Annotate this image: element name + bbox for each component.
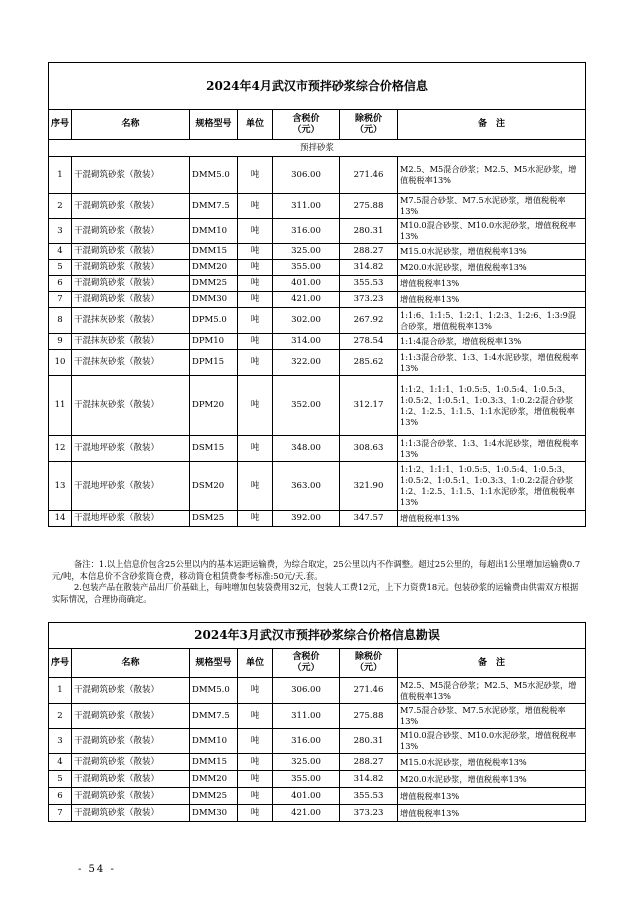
cell-unit: 吨 (238, 194, 273, 219)
table-row (49, 219, 586, 244)
cell-price-tax: 306.00 (273, 157, 340, 194)
table-row (49, 194, 586, 219)
table-row (49, 292, 586, 308)
cell-name: 干混抹灰砂浆（散装） (72, 334, 190, 350)
cell-remark: M15.0水泥砂浆，增值税税率13% (398, 754, 586, 771)
cell-price-tax: 352.00 (273, 376, 340, 436)
cell-price-notax: 314.82 (340, 260, 398, 276)
cell-price-tax: 421.00 (273, 805, 340, 822)
cell-price-notax: 373.23 (340, 805, 398, 822)
cell-remark: 1:1:3混合砂浆、1:3、1:4水泥砂浆，增值税税率13% (398, 436, 586, 462)
cell-spec: DMM30 (190, 805, 238, 822)
cell-name: 干混砌筑砂浆（散装） (72, 260, 190, 276)
cell-price-notax: 321.90 (340, 462, 398, 511)
cell-price-tax: 421.00 (273, 292, 340, 308)
cell-price-notax: 275.88 (340, 704, 398, 729)
cell-unit: 吨 (238, 260, 273, 276)
cell-name: 干混地坪砂浆（散装） (72, 436, 190, 462)
notes (52, 559, 584, 605)
cell-spec: DMM10 (190, 729, 238, 754)
header-price-tax: 含税价 （元） (273, 649, 340, 678)
cell-spec: DMM25 (190, 276, 238, 292)
cell-name: 干混地坪砂浆（散装） (72, 462, 190, 511)
cell-name: 干混砌筑砂浆（散装） (72, 276, 190, 292)
header-unit: 单位 (238, 649, 273, 678)
cell-spec: DPM10 (190, 334, 238, 350)
cell-name: 干混砌筑砂浆（散装） (72, 754, 190, 771)
header-name: 名称 (72, 649, 190, 678)
cell-seq: 1 (49, 678, 72, 704)
page-number: - 54 - (78, 864, 116, 875)
cell-name: 干混砌筑砂浆（散装） (72, 704, 190, 729)
cell-remark: 1:1:4混合砂浆，增值税税率13% (398, 334, 586, 350)
cell-price-notax: 280.31 (340, 729, 398, 754)
table-row (49, 334, 586, 350)
cell-name: 干混砌筑砂浆（散装） (72, 729, 190, 754)
cell-spec: DPM15 (190, 350, 238, 376)
cell-seq: 11 (49, 376, 72, 436)
cell-price-tax: 316.00 (273, 729, 340, 754)
section-label: 预拌砂浆 (49, 140, 586, 157)
cell-spec: DMM30 (190, 292, 238, 308)
cell-spec: DPM5.0 (190, 308, 238, 334)
cell-spec: DMM20 (190, 771, 238, 788)
cell-seq: 5 (49, 260, 72, 276)
table-row (49, 805, 586, 822)
cell-remark: 增值税税率13% (398, 511, 586, 527)
cell-remark: M2.5、M5混合砂浆；M2.5、M5水泥砂浆，增值税税率13% (398, 157, 586, 194)
cell-seq: 7 (49, 805, 72, 822)
cell-name: 干混砌筑砂浆（散装） (72, 194, 190, 219)
cell-seq: 7 (49, 292, 72, 308)
cell-spec: DMM15 (190, 244, 238, 260)
cell-spec: DMM7.5 (190, 704, 238, 729)
cell-seq: 14 (49, 511, 72, 527)
cell-seq: 12 (49, 436, 72, 462)
cell-name: 干混砌筑砂浆（散装） (72, 771, 190, 788)
header-seq: 序号 (49, 649, 72, 678)
cell-unit: 吨 (238, 511, 273, 527)
cell-unit: 吨 (238, 462, 273, 511)
cell-price-notax: 314.82 (340, 771, 398, 788)
cell-unit: 吨 (238, 157, 273, 194)
cell-unit: 吨 (238, 219, 273, 244)
cell-unit: 吨 (238, 276, 273, 292)
cell-spec: DMM20 (190, 260, 238, 276)
cell-remark: M20.0水泥砂浆，增值税税率13% (398, 260, 586, 276)
table-title: 2024年3月武汉市预拌砂浆综合价格信息勘误 (49, 623, 586, 649)
cell-price-tax: 306.00 (273, 678, 340, 704)
cell-seq: 3 (49, 729, 72, 754)
table-row (49, 678, 586, 704)
cell-name: 干混砌筑砂浆（散装） (72, 292, 190, 308)
cell-unit: 吨 (238, 436, 273, 462)
header-seq: 序号 (49, 110, 72, 140)
cell-remark: 增值税税率13% (398, 276, 586, 292)
header-price-tax: 含税价 （元） (273, 110, 340, 140)
cell-price-notax: 280.31 (340, 219, 398, 244)
cell-price-notax: 278.54 (340, 334, 398, 350)
cell-unit: 吨 (238, 771, 273, 788)
cell-name: 干混砌筑砂浆（散装） (72, 157, 190, 194)
table-row (49, 511, 586, 527)
cell-price-notax: 285.62 (340, 350, 398, 376)
table-row (49, 462, 586, 511)
header-price-notax: 除税价 （元） (340, 110, 398, 140)
header-unit: 单位 (238, 110, 273, 140)
cell-spec: DSM15 (190, 436, 238, 462)
cell-price-notax: 288.27 (340, 244, 398, 260)
price-table-march-errata (48, 622, 586, 822)
cell-unit: 吨 (238, 729, 273, 754)
cell-name: 干混抹灰砂浆（散装） (72, 308, 190, 334)
cell-price-tax: 322.00 (273, 350, 340, 376)
table-row (49, 276, 586, 292)
cell-price-tax: 392.00 (273, 511, 340, 527)
cell-remark: M20.0水泥砂浆，增值税税率13% (398, 771, 586, 788)
cell-spec: DMM10 (190, 219, 238, 244)
cell-seq: 1 (49, 157, 72, 194)
header-spec: 规格型号 (190, 649, 238, 678)
cell-remark: M7.5混合砂浆、M7.5水泥砂浆，增值税税率13% (398, 704, 586, 729)
cell-spec: DMM5.0 (190, 678, 238, 704)
cell-remark: 增值税税率13% (398, 805, 586, 822)
table-title: 2024年4月武汉市预拌砂浆综合价格信息 (49, 63, 586, 110)
cell-seq: 13 (49, 462, 72, 511)
table-row (49, 771, 586, 788)
cell-seq: 6 (49, 276, 72, 292)
cell-remark: M10.0混合砂浆、M10.0水泥砂浆，增值税税率13% (398, 729, 586, 754)
cell-remark: 1:1:3混合砂浆、1:3、1:4水泥砂浆，增值税税率13% (398, 350, 586, 376)
cell-spec: DMM15 (190, 754, 238, 771)
cell-price-notax: 267.92 (340, 308, 398, 334)
cell-price-tax: 311.00 (273, 704, 340, 729)
cell-remark: M10.0混合砂浆、M10.0水泥砂浆，增值税税率13% (398, 219, 586, 244)
cell-unit: 吨 (238, 754, 273, 771)
cell-price-tax: 355.00 (273, 771, 340, 788)
table-row (49, 244, 586, 260)
cell-seq: 4 (49, 244, 72, 260)
cell-seq: 4 (49, 754, 72, 771)
cell-remark: 1:1:2、1:1:1、1:0.5:5、1:0.5:4、1:0.5:3、1:0.5:2、1:0.5:1、1:0.3:3、1:0.2:2混合砂浆1:2、1:2.5、1:1.5、1:1水泥砂浆，增值税税率13% (398, 376, 586, 436)
cell-price-tax: 314.00 (273, 334, 340, 350)
cell-remark: M7.5混合砂浆、M7.5水泥砂浆，增值税税率13% (398, 194, 586, 219)
cell-name: 干混地坪砂浆（散装） (72, 511, 190, 527)
cell-seq: 9 (49, 334, 72, 350)
cell-price-tax: 401.00 (273, 788, 340, 805)
cell-price-notax: 355.53 (340, 788, 398, 805)
cell-spec: DMM7.5 (190, 194, 238, 219)
cell-seq: 6 (49, 788, 72, 805)
table-row (49, 436, 586, 462)
header-name: 名称 (72, 110, 190, 140)
table-row (49, 376, 586, 436)
cell-unit: 吨 (238, 678, 273, 704)
cell-price-tax: 311.00 (273, 194, 340, 219)
cell-price-tax: 302.00 (273, 308, 340, 334)
cell-name: 干混砌筑砂浆（散装） (72, 244, 190, 260)
table-row (49, 704, 586, 729)
cell-seq: 5 (49, 771, 72, 788)
cell-name: 干混砌筑砂浆（散装） (72, 805, 190, 822)
header-spec: 规格型号 (190, 110, 238, 140)
table-row (49, 308, 586, 334)
cell-price-tax: 325.00 (273, 244, 340, 260)
table-row (49, 350, 586, 376)
table-row (49, 788, 586, 805)
cell-spec: DMM5.0 (190, 157, 238, 194)
cell-spec: DSM25 (190, 511, 238, 527)
cell-price-tax: 401.00 (273, 276, 340, 292)
table-row (49, 260, 586, 276)
cell-spec: DPM20 (190, 376, 238, 436)
cell-price-notax: 271.46 (340, 157, 398, 194)
table-row (49, 754, 586, 771)
cell-price-notax: 308.63 (340, 436, 398, 462)
cell-unit: 吨 (238, 334, 273, 350)
cell-spec: DMM25 (190, 788, 238, 805)
header-remark: 备 注 (398, 649, 586, 678)
cell-remark: 1:1:2、1:1:1、1:0.5:5、1:0.5:4、1:0.5:3、1:0.5:2、1:0.5:1、1:0.3:3、1:0.2:2混合砂浆1:2、1:2.5、1:1.5、1:1水泥砂浆，增值税税率13% (398, 462, 586, 511)
cell-unit: 吨 (238, 805, 273, 822)
table-row (49, 157, 586, 194)
price-table-april (48, 62, 586, 527)
cell-price-tax: 355.00 (273, 260, 340, 276)
cell-unit: 吨 (238, 308, 273, 334)
cell-seq: 2 (49, 704, 72, 729)
cell-seq: 8 (49, 308, 72, 334)
cell-price-tax: 316.00 (273, 219, 340, 244)
cell-price-notax: 373.23 (340, 292, 398, 308)
cell-name: 干混抹灰砂浆（散装） (72, 376, 190, 436)
cell-price-notax: 312.17 (340, 376, 398, 436)
cell-name: 干混砌筑砂浆（散装） (72, 678, 190, 704)
note-1: 备注：1.以上信息价包含25公里以内的基本运距运输费，为综合取定，25公里以内不作调整。超过25公里的，每超出1公里增加运输费0.7元/吨，本信息价不含砂浆筒仓费，移动筒仓租赁费参考标准:50元/天.套。 (52, 559, 581, 581)
cell-price-notax: 271.46 (340, 678, 398, 704)
cell-unit: 吨 (238, 704, 273, 729)
cell-name: 干混抹灰砂浆（散装） (72, 350, 190, 376)
cell-unit: 吨 (238, 788, 273, 805)
header-remark: 备 注 (398, 110, 586, 140)
table-row (49, 729, 586, 754)
cell-price-notax: 347.57 (340, 511, 398, 527)
cell-remark: M2.5、M5混合砂浆；M2.5、M5水泥砂浆，增值税税率13% (398, 678, 586, 704)
cell-unit: 吨 (238, 376, 273, 436)
cell-price-tax: 363.00 (273, 462, 340, 511)
cell-price-tax: 348.00 (273, 436, 340, 462)
cell-name: 干混砌筑砂浆（散装） (72, 219, 190, 244)
header-price-notax: 除税价 （元） (340, 649, 398, 678)
cell-remark: 1:1:6、1:1:5、1:2:1、1:2:3、1:2:6、1:3:9混合砂浆，增值税税率13% (398, 308, 586, 334)
cell-price-notax: 288.27 (340, 754, 398, 771)
cell-unit: 吨 (238, 244, 273, 260)
cell-unit: 吨 (238, 350, 273, 376)
cell-spec: DSM20 (190, 462, 238, 511)
cell-unit: 吨 (238, 292, 273, 308)
cell-name: 干混砌筑砂浆（散装） (72, 788, 190, 805)
cell-seq: 3 (49, 219, 72, 244)
note-2: 2.包装产品在散装产品出厂价基础上，每吨增加包装袋费用32元，包装人工费12元，上下力资费18元。包装砂浆的运输费由供需双方根据实际情况，合理协商确定。 (52, 582, 579, 604)
cell-price-notax: 355.53 (340, 276, 398, 292)
cell-price-tax: 325.00 (273, 754, 340, 771)
cell-remark: 增值税税率13% (398, 292, 586, 308)
cell-remark: M15.0水泥砂浆，增值税税率13% (398, 244, 586, 260)
cell-price-notax: 275.88 (340, 194, 398, 219)
cell-seq: 10 (49, 350, 72, 376)
cell-remark: 增值税税率13% (398, 788, 586, 805)
cell-seq: 2 (49, 194, 72, 219)
